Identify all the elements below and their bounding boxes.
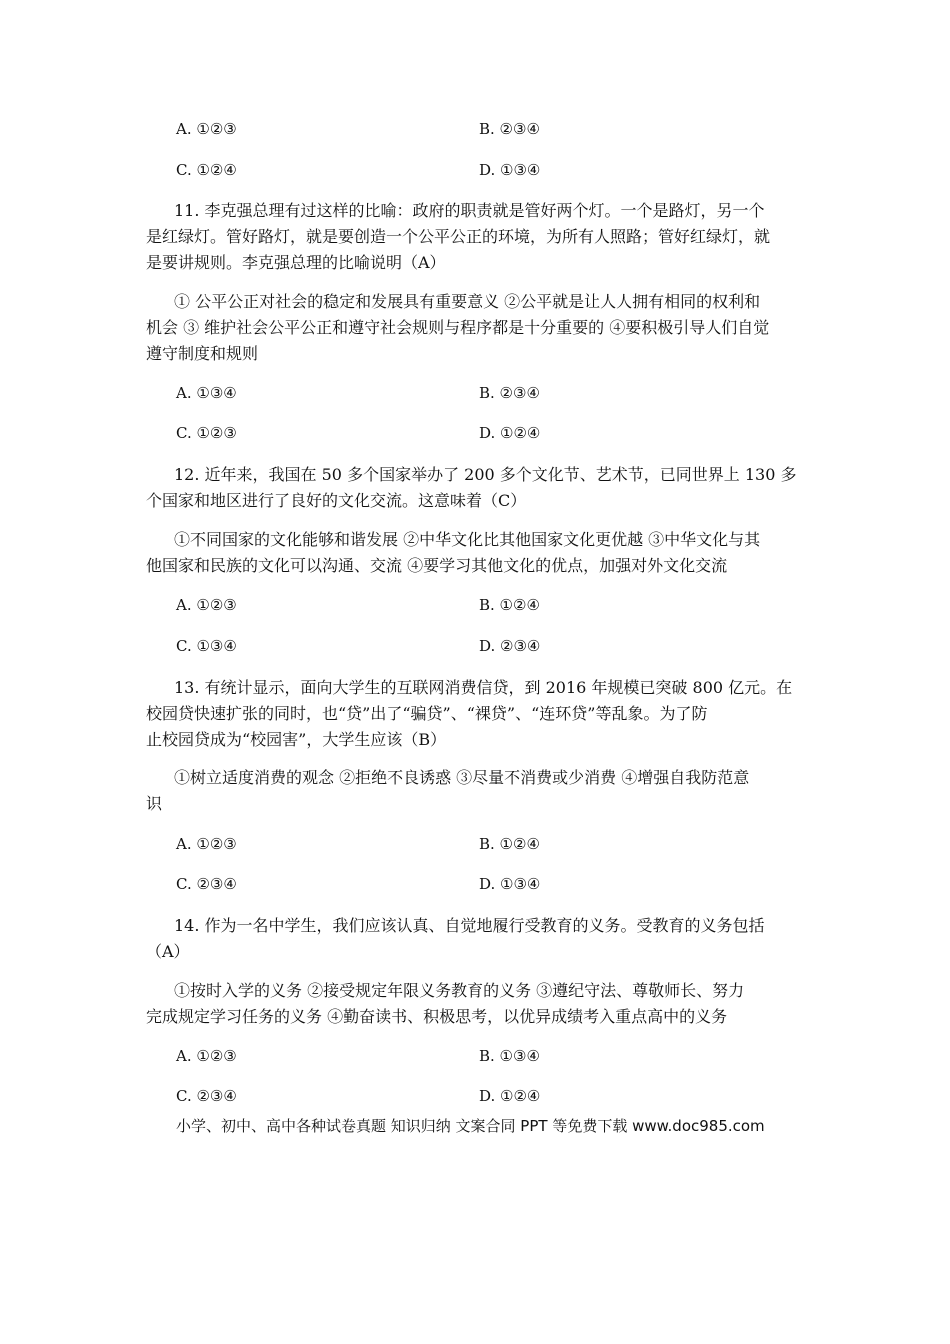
option-c: C. ②③④ — [176, 875, 237, 893]
option-c: C. ①②④ — [176, 161, 237, 179]
option-d: D. ①②④ — [479, 424, 541, 442]
option-d: D. ①②④ — [479, 1087, 541, 1105]
option-a: A. ①②③ — [176, 596, 237, 614]
option-row — [0, 1083, 950, 1109]
option-b: B. ②③④ — [479, 120, 540, 138]
option-d: D. ①③④ — [479, 161, 541, 179]
option-d: D. ①③④ — [479, 875, 541, 893]
option-c: C. ①②③ — [176, 424, 237, 442]
option-row — [0, 1043, 950, 1069]
option-a: A. ①②③ — [176, 835, 237, 853]
option-row — [0, 380, 950, 406]
footer-download-note: 小学、初中、高中各种试卷真题 知识归纳 文案合同 PPT 等免费下载 www.doc985.com — [176, 1117, 765, 1135]
option-row — [0, 116, 950, 142]
option-row — [0, 871, 950, 897]
option-a: A. ①③④ — [176, 384, 237, 402]
question-11-stem: 11. 李克强总理有过这样的比喻：政府的职责就是管好两个灯。一个是路灯，另一个 是红绿灯。管好路灯，就是要创造一个公平公正的环境，为所有人照路；管好红绿灯，就 是要讲规则。李克强总理的比喻说明（A） — [146, 201, 771, 272]
option-c: C. ①③④ — [176, 637, 237, 655]
question-12-stem: 12. 近年来，我国在 50 多个国家举办了 200 多个文化节、艺术节，已同世界上 130 多 个国家和地区进行了良好的文化交流。这意味着（C） — [146, 465, 797, 510]
option-row — [0, 592, 950, 618]
option-row — [0, 420, 950, 446]
option-row — [0, 157, 950, 183]
question-14-statements: ①按时入学的义务 ②接受规定年限义务教育的义务 ③遵纪守法、尊敬师长、努力 完成规定学习任务的义务 ④勤奋读书、积极思考，以优异成绩考入重点高中的义务 — [146, 981, 745, 1026]
option-b: B. ①③④ — [479, 1047, 540, 1065]
option-a: A. ①②③ — [176, 120, 237, 138]
question-11-statements: ① 公平公正对社会的稳定和发展具有重要意义 ②公平就是让人人拥有相同的权利和 机会 ③ 维护社会公平公正和遵守社会规则与程序都是十分重要的 ④要积极引导人们自觉 遵守制度和规则 — [146, 292, 770, 363]
option-c: C. ②③④ — [176, 1087, 237, 1105]
question-13-statements: ①树立适度消费的观念 ②拒绝不良诱惑 ③尽量不消费或少消费 ④增强自我防范意 识 — [146, 768, 750, 813]
option-row — [0, 633, 950, 659]
question-13-stem: 13. 有统计显示，面向大学生的互联网消费信贷，到 2016 年规模已突破 800 亿元。在 校园贷快速扩张的同时，也“贷”出了“骗贷”、“裸贷”、“连环贷”等乱象。为了防 止校园贷成为“校园害”，大学生应该（B） — [146, 678, 793, 749]
option-row — [0, 831, 950, 857]
option-a: A. ①②③ — [176, 1047, 237, 1065]
option-d: D. ②③④ — [479, 637, 541, 655]
question-12-statements: ①不同国家的文化能够和谐发展 ②中华文化比其他国家文化更优越 ③中华文化与其 他国家和民族的文化可以沟通、交流 ④要学习其他文化的优点，加强对外文化交流 — [146, 530, 761, 575]
option-b: B. ②③④ — [479, 384, 540, 402]
option-b: B. ①②④ — [479, 596, 540, 614]
option-b: B. ①②④ — [479, 835, 540, 853]
question-14-stem: 14. 作为一名中学生，我们应该认真、自觉地履行受教育的义务。受教育的义务包括 （A） — [146, 916, 765, 961]
